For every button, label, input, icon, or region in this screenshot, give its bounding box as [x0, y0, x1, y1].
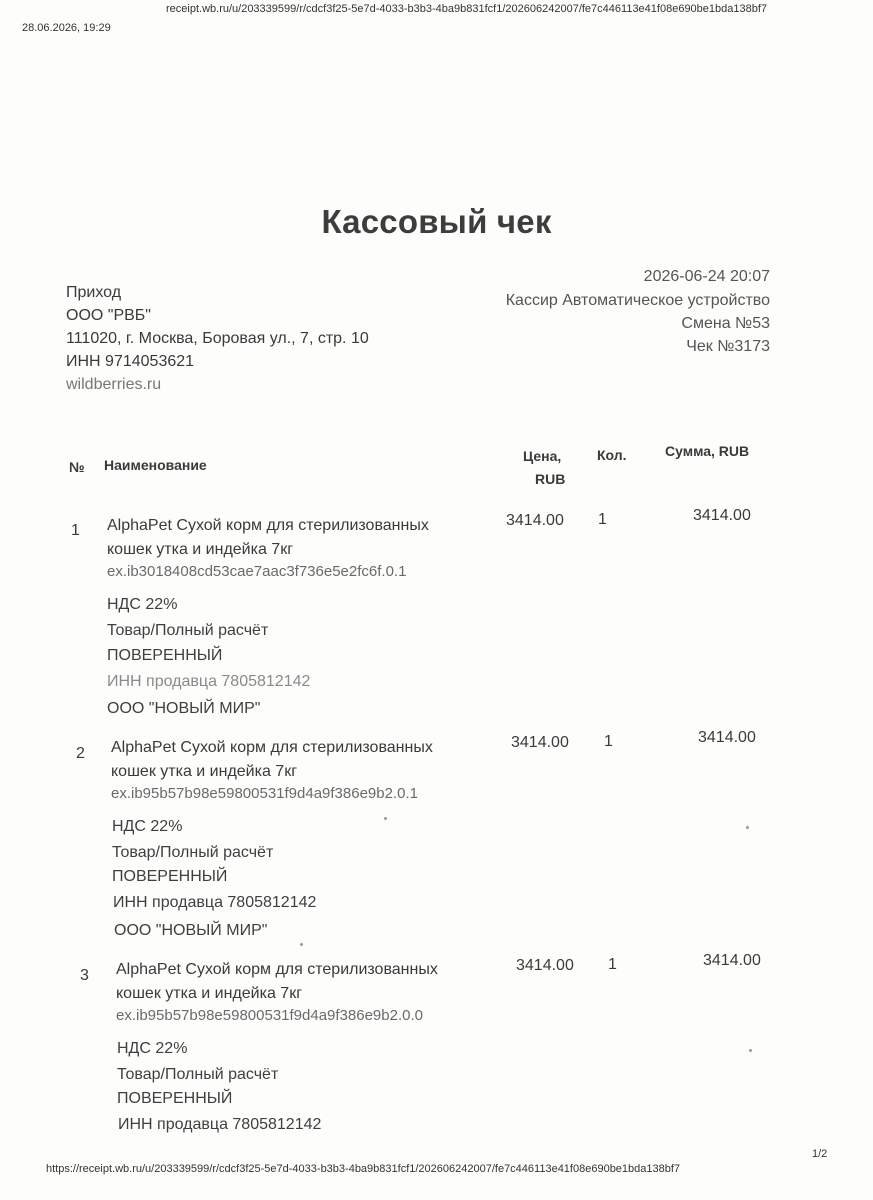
item-seller-inn: ИНН продавца 7805812142: [118, 1116, 322, 1133]
receipt-check-number: Чек №3173: [686, 338, 770, 355]
print-footer-url[interactable]: https://receipt.wb.ru/u/203339599/r/cdcf3f25-5e7d-4033-b3b3-4ba9b831fcf1/202606242007/fe7c446113e41f08e690be1bda138bf7: [46, 1163, 681, 1175]
receipt-cashier: Кассир Автоматическое устройство: [505, 292, 770, 309]
item-qty: 1: [604, 733, 613, 750]
receipt-shift: Смена №53: [681, 315, 770, 332]
item-agent: ПОВЕРЕННЫЙ: [112, 868, 228, 885]
header-sum: Сумма, RUB: [665, 443, 750, 459]
scan-speck: [384, 817, 387, 820]
item-code: ex.ib3018408cd53cae7aac3f736e5e2fc6f.0.1: [107, 563, 407, 580]
item-num: 1: [71, 522, 80, 539]
item-type: Товар/Полный расчёт: [117, 1066, 279, 1083]
item-type: Товар/Полный расчёт: [112, 844, 274, 861]
item-code: ex.ib95b57b98e59800531f9d4a9f386e9b2.0.1: [111, 785, 418, 802]
item-vat: НДС 22%: [112, 818, 183, 835]
item-seller-name: ООО "НОВЫЙ МИР": [107, 700, 261, 717]
item-code: ex.ib95b57b98e59800531f9d4a9f386e9b2.0.0: [116, 1007, 423, 1024]
header-name: Наименование: [104, 457, 207, 473]
item-name-line2: кошек утка и индейка 7кг: [111, 763, 298, 780]
item-vat: НДС 22%: [117, 1040, 188, 1057]
print-page-number: 1/2: [812, 1148, 828, 1160]
item-sum: 3414.00: [698, 729, 756, 746]
item-num: 3: [80, 967, 89, 984]
item-price: 3414.00: [511, 734, 569, 751]
item-name-line1: AlphaPet Сухой корм для стерилизованных: [107, 517, 429, 534]
scan-speck: [300, 943, 303, 946]
item-seller-inn: ИНН продавца 7805812142: [113, 894, 317, 911]
receipt-datetime: 2026-06-24 20:07: [643, 268, 770, 285]
item-vat: НДС 22%: [107, 596, 178, 613]
print-datetime: 28.06.2026, 19:29: [22, 22, 111, 34]
operation-type: Приход: [66, 284, 122, 301]
item-name-line2: кошек утка и индейка 7кг: [116, 985, 303, 1002]
header-qty: Кол.: [597, 447, 627, 463]
header-num: №: [69, 459, 85, 475]
document-title: Кассовый чек: [321, 203, 552, 240]
item-agent: ПОВЕРЕННЫЙ: [117, 1090, 233, 1107]
item-name-line2: кошек утка и индейка 7кг: [107, 541, 294, 558]
item-name-line1: AlphaPet Сухой корм для стерилизованных: [111, 739, 433, 756]
seller-name: ООО "РВБ": [66, 307, 151, 324]
item-qty: 1: [598, 511, 607, 528]
header-price-line1: Цена,: [523, 448, 562, 464]
item-num: 2: [76, 745, 85, 762]
item-seller-inn: ИНН продавца 7805812142: [107, 673, 311, 690]
seller-address: 111020, г. Москва, Боровая ул., 7, стр. 10: [66, 330, 369, 347]
seller-site: wildberries.ru: [66, 376, 162, 393]
header-price-line2: RUB: [535, 471, 566, 487]
item-qty: 1: [608, 956, 617, 973]
scan-speck: [746, 826, 749, 829]
item-seller-name: ООО "НОВЫЙ МИР": [114, 922, 268, 939]
item-name-line1: AlphaPet Сухой корм для стерилизованных: [116, 961, 438, 978]
item-sum: 3414.00: [703, 952, 761, 969]
item-sum: 3414.00: [693, 507, 751, 524]
print-header-url[interactable]: receipt.wb.ru/u/203339599/r/cdcf3f25-5e7d-4033-b3b3-4ba9b831fcf1/202606242007/fe7c446113e41f08e690be1bda138bf7: [166, 3, 768, 15]
scan-speck: [749, 1049, 752, 1052]
item-type: Товар/Полный расчёт: [107, 622, 269, 639]
item-price: 3414.00: [516, 957, 574, 974]
item-price: 3414.00: [506, 512, 564, 529]
item-agent: ПОВЕРЕННЫЙ: [107, 647, 223, 664]
seller-inn: ИНН 9714053621: [66, 353, 195, 370]
